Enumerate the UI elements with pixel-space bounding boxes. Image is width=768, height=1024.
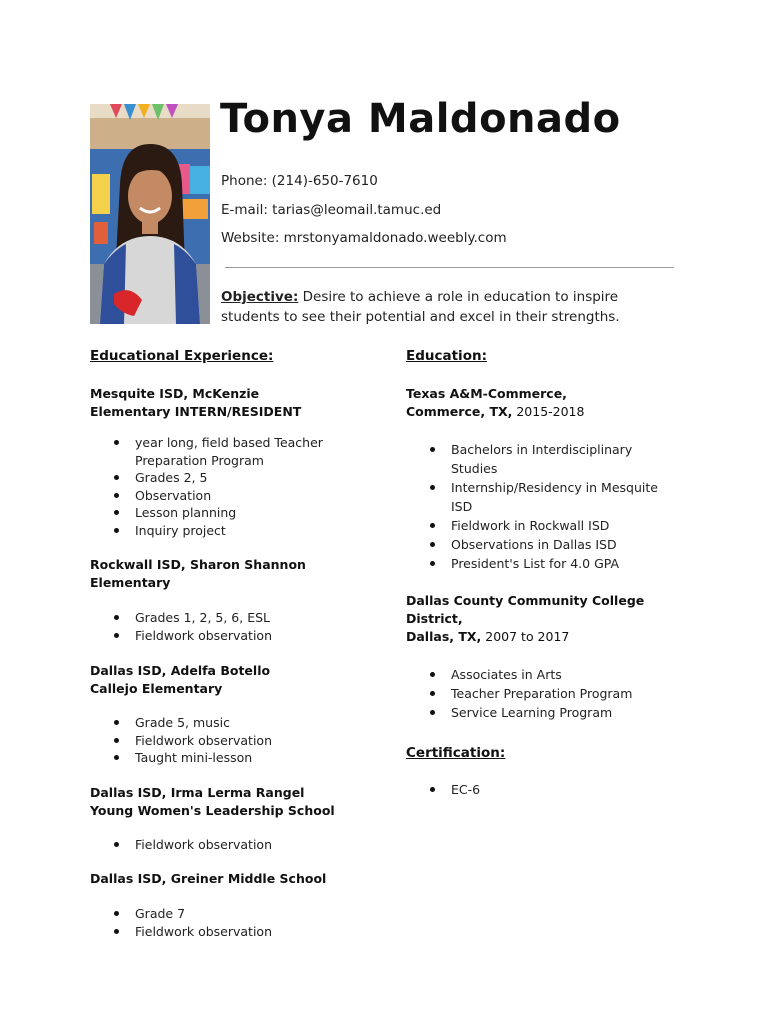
education-list — [406, 440, 696, 573]
certification-list — [406, 780, 696, 799]
candidate-name: Tonya Maldonado — [220, 96, 621, 142]
education-location — [406, 403, 696, 421]
list-item: Internship/Residency in Mesquite ISD — [451, 478, 676, 516]
experience-title: Mesquite ISD, McKenzie Elementary INTERN/RESIDENT — [90, 386, 302, 419]
list-item: Grades 1, 2, 5, 6, ESL — [135, 609, 390, 627]
list-item: Fieldwork observation — [135, 923, 390, 941]
educational-experience-heading: Educational Experience: — [90, 348, 274, 364]
website-url: Website: mrstonyamaldonado.weebly.com — [221, 230, 507, 246]
certification-section — [406, 743, 696, 799]
objective-label: Objective: — [221, 289, 299, 305]
experience-list — [90, 905, 390, 940]
experience-list — [90, 609, 390, 644]
experience-list — [90, 714, 390, 767]
list-item: Observation — [135, 487, 390, 505]
certification-heading: Certification: — [406, 745, 506, 761]
experience-entry — [90, 784, 390, 854]
list-item: Grade 7 — [135, 905, 390, 923]
list-item: Fieldwork observation — [135, 627, 390, 645]
education-city: Dallas, TX, — [406, 629, 482, 644]
list-item: EC-6 — [451, 780, 696, 799]
list-item: year long, field based Teacher Preparation Program — [135, 434, 335, 469]
education-list — [406, 665, 696, 722]
experience-title: Dallas ISD, Adelfa Botello Callejo Elementary — [90, 663, 271, 696]
list-item: Bachelors in Interdisciplinary Studies — [451, 440, 651, 478]
experience-list — [90, 434, 390, 539]
objective-text: Desire to achieve a role in education to inspire students to see their potential and excel in their strengths. — [221, 289, 620, 325]
education-institution: Dallas County Community College District, — [406, 593, 645, 626]
educational-experience-column — [90, 346, 390, 940]
list-item: Inquiry project — [135, 522, 390, 540]
list-item: Service Learning Program — [451, 703, 696, 722]
email-address: E-mail: tarias@leomail.tamuc.ed — [221, 202, 442, 218]
education-entry — [406, 385, 696, 573]
education-location — [406, 628, 696, 646]
list-item: Grades 2, 5 — [135, 469, 390, 487]
education-dates: 2007 to 2017 — [481, 629, 570, 644]
education-heading: Education: — [406, 348, 487, 364]
profile-photo — [90, 104, 210, 324]
list-item: Taught mini-lesson — [135, 749, 390, 767]
experience-title: Rockwall ISD, Sharon Shannon Elementary — [90, 557, 306, 590]
list-item: Observations in Dallas ISD — [451, 535, 696, 554]
education-city: Commerce, TX, — [406, 404, 513, 419]
objective — [221, 287, 676, 327]
experience-entry — [90, 385, 390, 539]
education-column — [406, 346, 696, 799]
experience-entry — [90, 662, 390, 767]
list-item: Lesson planning — [135, 504, 390, 522]
experience-list — [90, 836, 390, 854]
list-item: Fieldwork in Rockwall ISD — [451, 516, 696, 535]
education-dates: 2015-2018 — [512, 404, 585, 419]
list-item: President's List for 4.0 GPA — [451, 554, 696, 573]
experience-title: Dallas ISD, Greiner Middle School — [90, 871, 327, 886]
experience-entry — [90, 556, 390, 644]
list-item: Associates in Arts — [451, 665, 696, 684]
header-divider — [225, 267, 674, 268]
list-item: Fieldwork observation — [135, 732, 390, 750]
education-institution: Texas A&M-Commerce, — [406, 386, 567, 401]
list-item: Grade 5, music — [135, 714, 390, 732]
list-item: Teacher Preparation Program — [451, 684, 696, 703]
education-entry — [406, 592, 696, 722]
list-item: Fieldwork observation — [135, 836, 390, 854]
experience-entry — [90, 870, 390, 940]
phone-number: Phone: (214)-650-7610 — [221, 173, 378, 189]
experience-title: Dallas ISD, Irma Lerma Rangel Young Women's Leadership School — [90, 784, 335, 818]
